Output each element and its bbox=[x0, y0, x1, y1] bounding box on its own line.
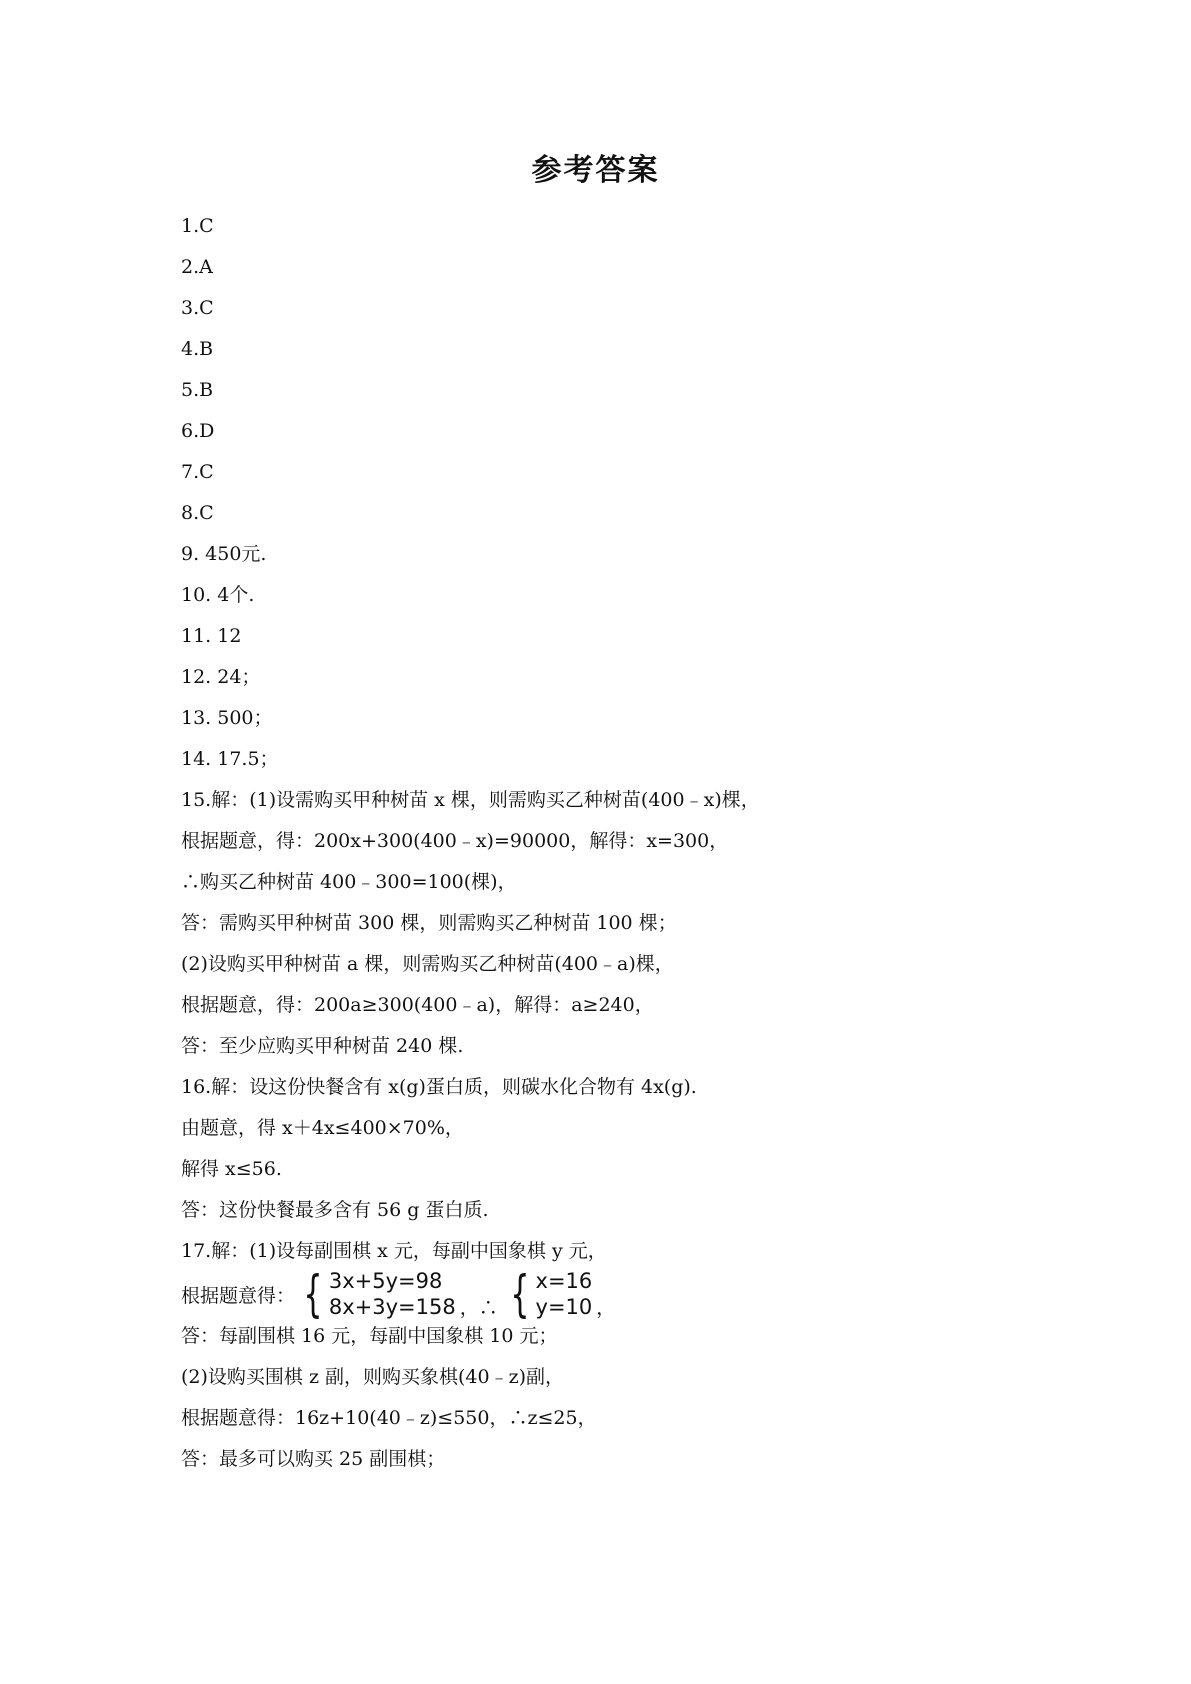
solution-line: (2)设购买甲种树苗 a 棵，则需购买乙种树苗(400﹣a)棵， bbox=[181, 953, 674, 975]
left-brace-icon: { bbox=[510, 1265, 530, 1323]
solution-line: 根据题意，得：200x+300(400﹣x)=90000，解得：x=300， bbox=[181, 830, 729, 852]
left-brace-icon: { bbox=[303, 1265, 323, 1323]
solution-line: 答：这份快餐最多含有 56 g 蛋白质. bbox=[181, 1199, 489, 1221]
answer-item: 14. 17.5； bbox=[181, 748, 279, 770]
answer-item: 2.A bbox=[181, 256, 213, 278]
solution-line: 答：每副围棋 16 元，每副中国象棋 10 元； bbox=[181, 1325, 558, 1347]
answer-item: 4.B bbox=[181, 338, 214, 360]
solution-line: 由题意，得 x＋4x≤400×70%， bbox=[181, 1117, 464, 1139]
page-title: 参考答案 bbox=[531, 153, 660, 188]
system-equation: 3x+5y=98 bbox=[328, 1269, 443, 1293]
answer-item: 6.D bbox=[181, 420, 215, 442]
solution-equation: x=16 bbox=[535, 1269, 593, 1293]
equation-system bbox=[297, 1265, 456, 1323]
answer-item: 13. 500； bbox=[181, 707, 273, 729]
solution-line: 答：至少应购买甲种树苗 240 棵. bbox=[181, 1035, 464, 1057]
system-separator: ，∴ bbox=[459, 1297, 498, 1319]
answer-list bbox=[181, 206, 1081, 1480]
answer-item: 9. 450元. bbox=[181, 543, 267, 565]
solution-line: 17.解：(1)设每副围棋 x 元，每副中国象棋 y 元， bbox=[181, 1240, 607, 1262]
answer-item: 3.C bbox=[181, 297, 214, 319]
solution-line: 根据题意得：16z+10(40﹣z)≤550，∴z≤25， bbox=[181, 1407, 597, 1429]
solution-line: 解得 x≤56. bbox=[181, 1158, 282, 1180]
system-prefix: 根据题意得： bbox=[181, 1284, 296, 1307]
answer-item: 11. 12 bbox=[181, 625, 242, 647]
answer-item: 1.C bbox=[181, 215, 214, 237]
solution-equation: y=10 bbox=[535, 1295, 593, 1319]
system-equations bbox=[329, 1268, 456, 1320]
answer-item: 10. 4个. bbox=[181, 584, 255, 606]
system-end: ， bbox=[596, 1297, 616, 1319]
solution-17 bbox=[181, 1231, 1081, 1480]
solution-16 bbox=[181, 1067, 1081, 1231]
solution-line: 16.解：设这份快餐含有 x(g)蛋白质，则碳水化合物有 4x(g). bbox=[181, 1076, 697, 1098]
solution-line: 根据题意，得：200a≥300(400﹣a)，解得：a≥240， bbox=[181, 994, 654, 1016]
solution-equations bbox=[536, 1268, 593, 1320]
solution-line: 答：最多可以购买 25 副围棋； bbox=[181, 1448, 446, 1470]
solution-line: (2)设购买围棋 z 副，则购买象棋(40﹣z)副， bbox=[181, 1366, 565, 1388]
solution-system bbox=[504, 1265, 593, 1323]
system-equation: 8x+3y=158 bbox=[328, 1295, 456, 1319]
solution-line: 15.解：(1)设需购买甲种树苗 x 棵，则需购买乙种树苗(400﹣x)棵， bbox=[181, 789, 760, 811]
answer-item: 12. 24； bbox=[181, 666, 261, 688]
solution-15 bbox=[181, 780, 1081, 1067]
answer-item: 5.B bbox=[181, 379, 214, 401]
answer-item: 7.C bbox=[181, 461, 214, 483]
equation-system-line bbox=[181, 1265, 1081, 1323]
answer-item: 8.C bbox=[181, 502, 214, 524]
solution-line: 答：需购买甲种树苗 300 棵，则需购买乙种树苗 100 棵； bbox=[181, 912, 677, 934]
solution-line: ∴购买乙种树苗 400﹣300=100(棵)， bbox=[181, 871, 517, 893]
